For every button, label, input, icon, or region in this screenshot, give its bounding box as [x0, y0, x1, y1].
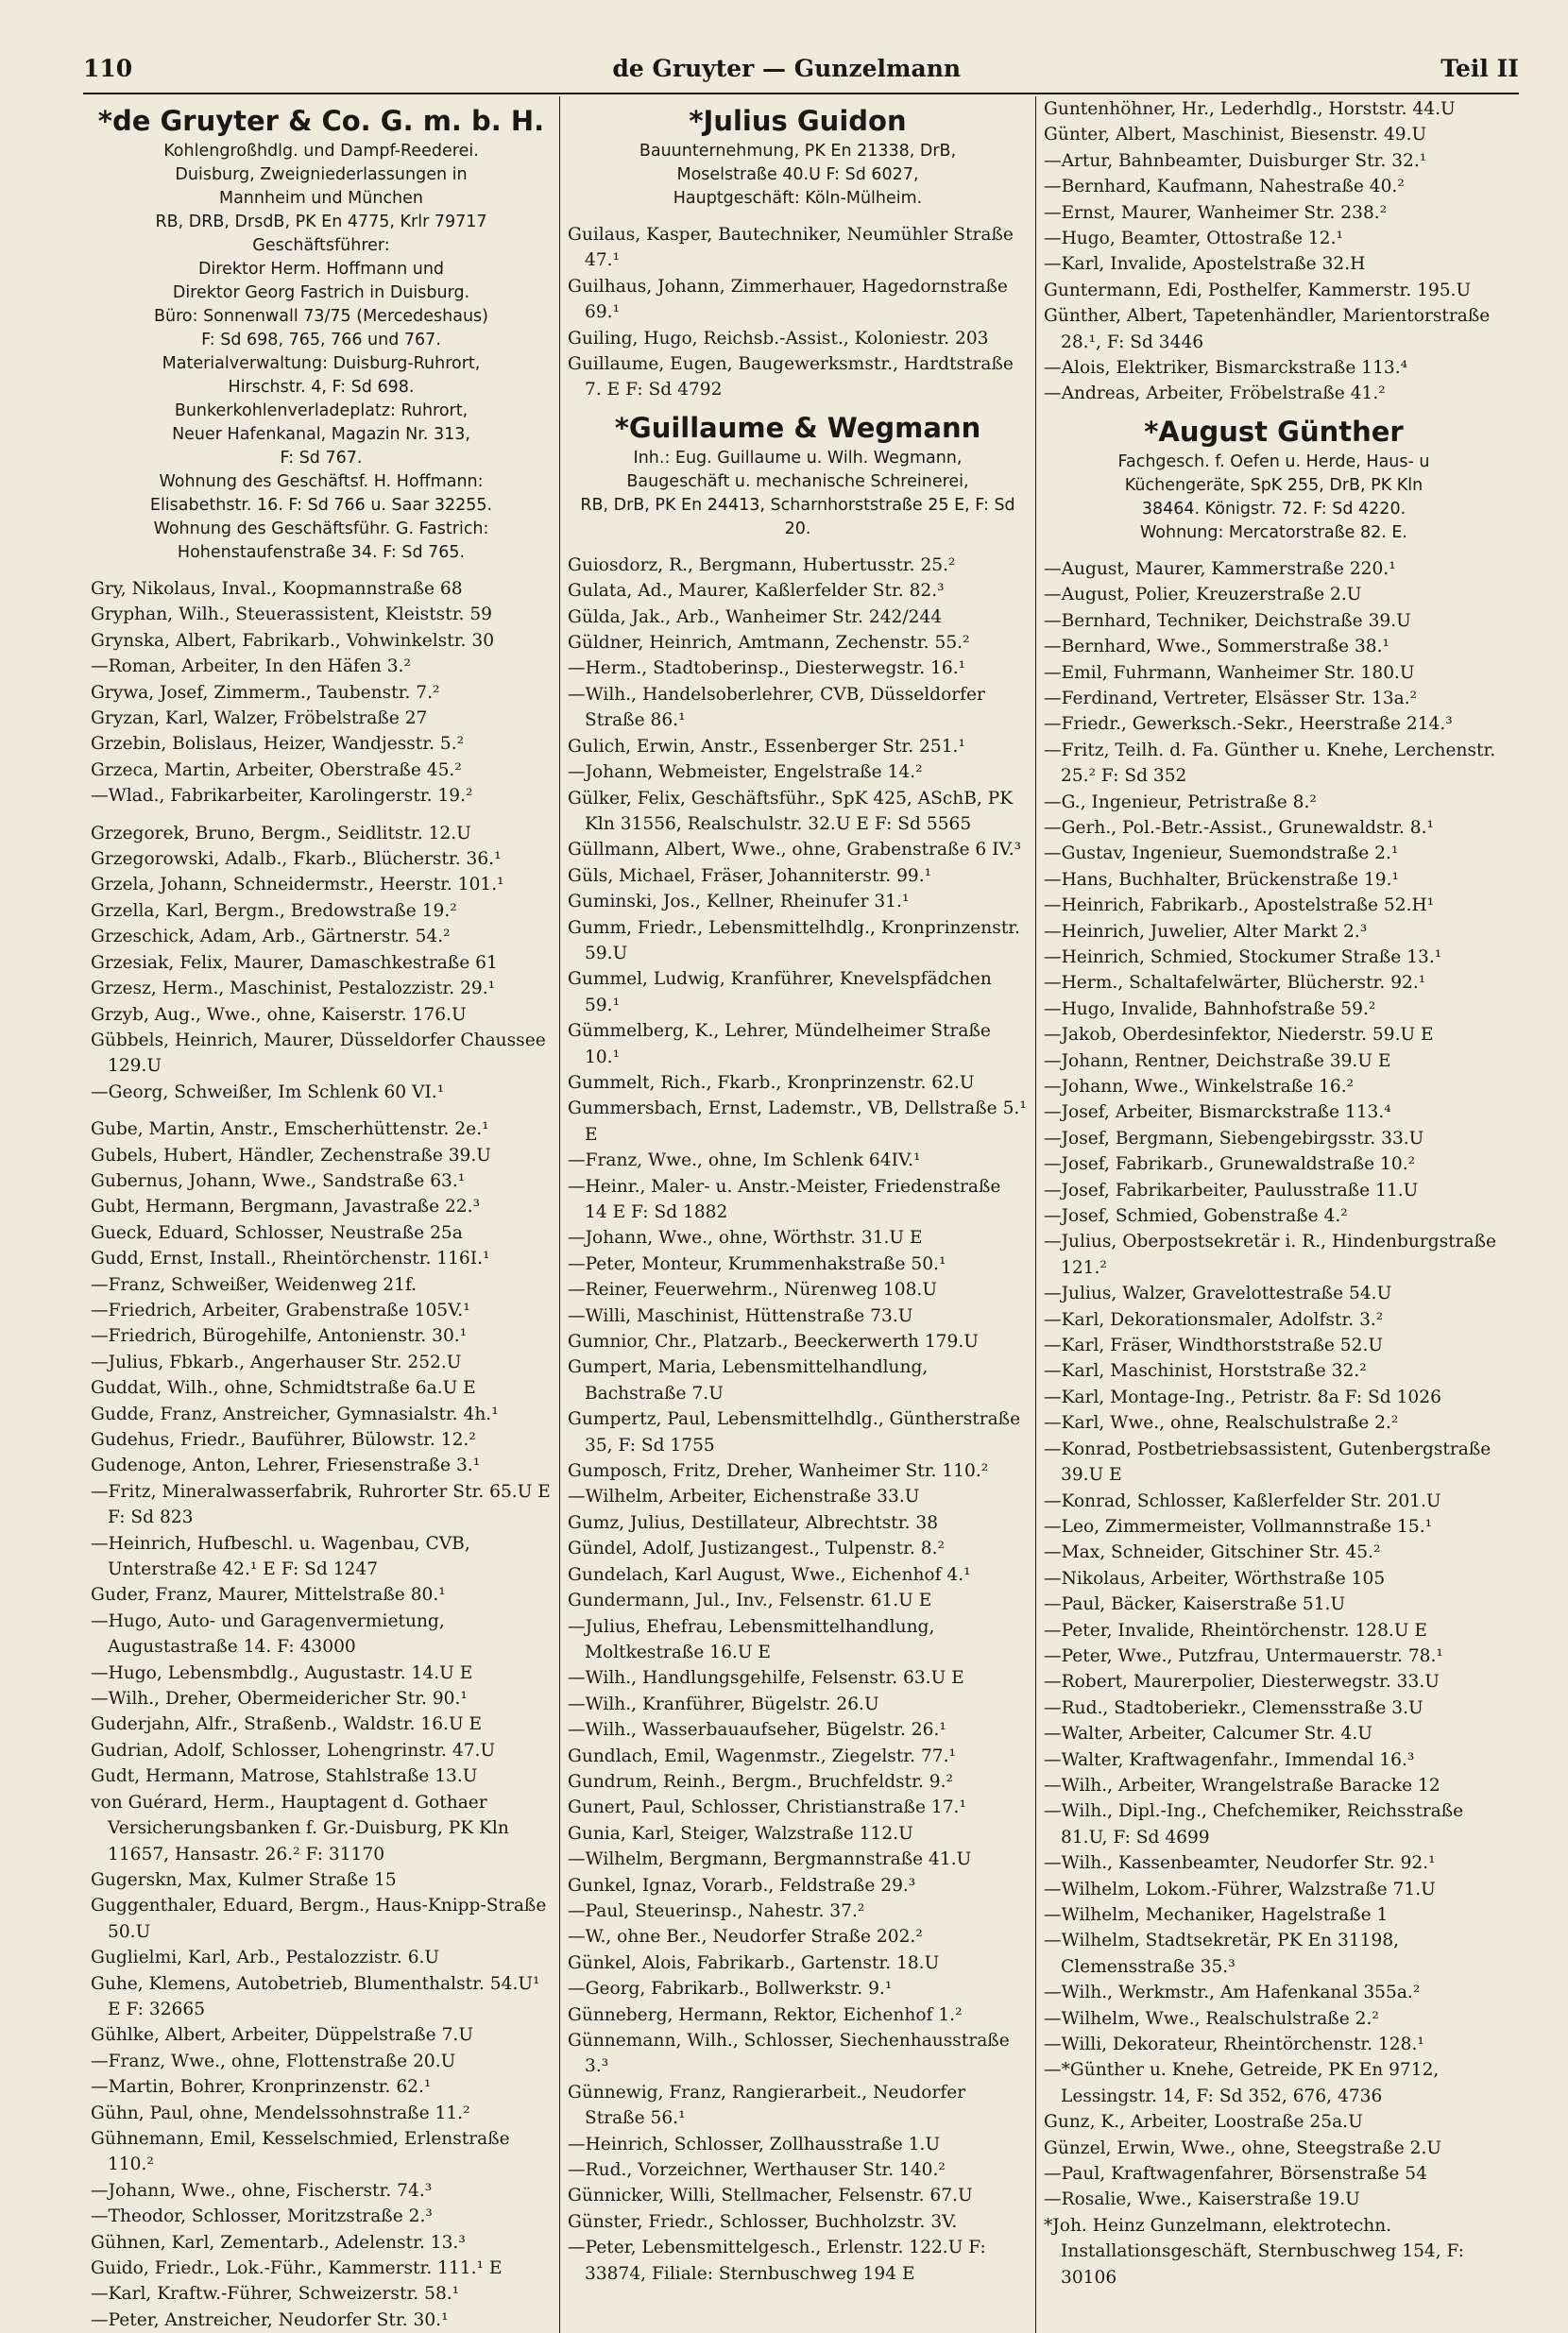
- directory-entry: —Georg, Schweißer, Im Schlenk 60 VI.¹: [91, 1081, 445, 1102]
- directory-entry: —Josef, Bergmann, Siebengebirgsstr. 33.U: [1044, 1128, 1424, 1149]
- business-ad: [91, 102, 552, 565]
- directory-entry: Guminski, Jos., Kellner, Rheinufer 31.¹: [568, 892, 910, 912]
- ad-line: Kohlengroßhdlg. und Dampf-Reederei.: [163, 142, 479, 161]
- section-label: Teil II: [1440, 55, 1519, 82]
- directory-entry: —Friedr., Gewerksch.-Sekr., Heerstraße 214.³: [1044, 714, 1453, 735]
- directory-entry: Gryzan, Karl, Walzer, Fröbelstraße 27: [91, 708, 428, 729]
- ad-line: Elisabethstr. 16. F: Sd 766 u. Saar 32255.: [149, 496, 493, 515]
- directory-entry: —Willi, Dekorateur, Rheintörchenstr. 128.¹: [1044, 2035, 1424, 2055]
- column-1: [83, 96, 559, 2333]
- entry-list: [91, 576, 552, 2333]
- directory-entry: —Johann, Wwe., ohne, Fischerstr. 74.³: [91, 2180, 433, 2201]
- columns: [83, 96, 1519, 2333]
- directory-entry: Gudde, Franz, Anstreicher, Gymnasialstr. 4h.¹: [91, 1404, 499, 1424]
- directory-entry: —Wilhelm, Bergmann, Bergmannstraße 41.U: [568, 1849, 972, 1870]
- entry-gap: [91, 809, 552, 821]
- directory-entry: —Josef, Fabrikarb., Grunewaldstraße 10.²: [1044, 1154, 1416, 1175]
- directory-entry: Guilaus, Kasper, Bautechniker, Neumühler Straße 47.¹: [568, 225, 1014, 271]
- directory-entry: Guiosdorz, R., Bergmann, Hubertusstr. 25.²: [568, 554, 956, 575]
- directory-entry: von Guérard, Herm., Hauptagent d. Gothaer Versicherungsbanken f. Gr.-Duisburg, PK Kln 11657, Hansastr. 26.² F: 31170: [91, 1792, 509, 1865]
- directory-entry: —Peter, Monteur, Krummenhakstraße 50.¹: [568, 1253, 946, 1274]
- directory-entry: Gunz, K., Arbeiter, Loostraße 25a.U: [1044, 2112, 1363, 2133]
- directory-entry: —Konrad, Postbetriebsassistent, Gutenbergstraße 39.U E: [1044, 1439, 1491, 1486]
- directory-entry: —Nikolaus, Arbeiter, Wörthstraße 105: [1044, 1568, 1386, 1589]
- directory-entry: —Hugo, Invalide, Bahnhofstraße 59.²: [1044, 998, 1376, 1019]
- directory-entry: —Ernst, Maurer, Wanheimer Str. 238.²: [1044, 202, 1388, 223]
- directory-entry: —Wilh., Kassenbeamter, Neudorfer Str. 92.¹: [1044, 1853, 1436, 1874]
- directory-entry: —Martin, Bohrer, Kronprinzenstr. 62.¹: [91, 2077, 432, 2098]
- directory-entry: —Heinrich, Hufbeschl. u. Wagenbau, CVB, Unterstraße 42.¹ E F: Sd 1247: [91, 1533, 470, 1580]
- directory-entry: Grzella, Karl, Bergm., Bredowstraße 19.²: [91, 900, 457, 921]
- directory-entry: Gundlach, Emil, Wagenmstr., Ziegelstr. 77.¹: [568, 1745, 956, 1766]
- directory-entry: —Herm., Stadtoberinsp., Diesterwegstr. 16.¹: [568, 658, 966, 679]
- ad-line: Geschäftsführer:: [252, 236, 390, 255]
- directory-entry: —Reiner, Feuerwehrm., Nürenweg 108.U: [568, 1280, 938, 1301]
- column-2: [559, 96, 1035, 2333]
- directory-entry: Güldner, Heinrich, Amtmann, Zechenstr. 55.²: [568, 633, 970, 654]
- directory-entry: Gummersbach, Ernst, Lademstr., VB, Dellstraße 5.¹ E: [568, 1098, 1027, 1145]
- ad-title: *Julius Guidon: [689, 105, 907, 137]
- directory-entry: —Josef, Arbeiter, Bismarckstraße 113.⁴: [1044, 1102, 1391, 1123]
- directory-entry: —Julius, Fbkarb., Angerhauser Str. 252.U: [91, 1352, 462, 1372]
- ad-line: Wohnung: Mercatorstraße 82. E.: [1140, 522, 1407, 542]
- running-title: de Gruyter — Gunzelmann: [612, 55, 962, 82]
- directory-entry: —Johann, Rentner, Deichstraße 39.U E: [1044, 1050, 1391, 1071]
- directory-entry: Grzyb, Aug., Wwe., ohne, Kaiserstr. 176.U: [91, 1004, 467, 1025]
- directory-entry: —Johann, Wwe., ohne, Wörthstr. 31.U E: [568, 1228, 923, 1249]
- directory-entry: Gühn, Paul, ohne, Mendelssohnstraße 11.²: [91, 2103, 470, 2123]
- directory-entry: —Rud., Stadtoberiekr., Clemensstraße 3.U: [1044, 1697, 1423, 1718]
- directory-entry: Gundelach, Karl August, Wwe., Eichenhof 4.¹: [568, 1564, 971, 1585]
- directory-entry: Günnicker, Willi, Stellmacher, Felsenstr. 67.U: [568, 2186, 973, 2206]
- directory-entry: —Karl, Wwe., ohne, Realschulstraße 2.²: [1044, 1413, 1399, 1434]
- ad-line: 38464. Königstr. 72. F: Sd 4220.: [1141, 499, 1406, 519]
- directory-entry: —Johann, Wwe., Winkelstraße 16.²: [1044, 1077, 1355, 1097]
- directory-entry: —Hugo, Beamter, Ottostraße 12.¹: [1044, 229, 1343, 249]
- directory-entry: —Wilh., Dreher, Obermeidericher Str. 90.¹: [91, 1689, 468, 1710]
- directory-entry: —Wilh., Arbeiter, Wrangelstraße Baracke 12: [1044, 1775, 1440, 1796]
- ad-line: Direktor Herm. Hoffmann und: [197, 260, 445, 279]
- directory-entry: Gubernus, Johann, Wwe., Sandstraße 63.¹: [91, 1170, 466, 1191]
- ad-line: Hohenstaufenstraße 34. F: Sd 765.: [177, 543, 466, 562]
- directory-entry: —Wilhelm, Wwe., Realschulstraße 2.²: [1044, 2008, 1379, 2029]
- directory-entry: —Julius, Ehefrau, Lebensmittelhandlung, Moltkestraße 16.U E: [568, 1616, 935, 1662]
- directory-entry: Gudehus, Friedr., Bauführer, Bülowstr. 12.²: [91, 1430, 476, 1450]
- directory-entry: Gubt, Hermann, Bergmann, Javastraße 22.³: [91, 1197, 481, 1218]
- ad-title: *August Günther: [1144, 415, 1404, 448]
- directory-entry: —Wilh., Werkmstr., Am Hafenkanal 355a.²: [1044, 1983, 1421, 2003]
- directory-entry: Gumnior, Chr., Platzarb., Beeckerwerth 179.U: [568, 1332, 979, 1353]
- directory-entry: Gunia, Karl, Steiger, Walzstraße 112.U: [568, 1823, 913, 1844]
- directory-entry: —Peter, Anstreicher, Neudorfer Str. 30.¹: [91, 2309, 449, 2330]
- directory-entry: Gumpert, Maria, Lebensmittelhandlung, Bachstraße 7.U: [568, 1357, 929, 1404]
- directory-entry: Guillaume, Eugen, Baugewerksmstr., Hardtstraße 7. E F: Sd 4792: [568, 354, 1014, 400]
- directory-entry: —Karl, Dekorationsmaler, Adolfstr. 3.²: [1044, 1309, 1384, 1330]
- directory-entry: Gudrian, Adolf, Schlosser, Lohengrinstr. 47.U: [91, 1740, 496, 1761]
- directory-entry: Grzesz, Herm., Maschinist, Pestalozzistr. 29.¹: [91, 979, 496, 999]
- directory-entry: Gundrum, Reinh., Bergm., Bruchfeldstr. 9.²: [568, 1771, 953, 1792]
- directory-entry: Guilhaus, Johann, Zimmerhauer, Hagedornstraße 69.¹: [568, 276, 1008, 323]
- directory-entry: Grynska, Albert, Fabrikarb., Vohwinkelstr. 30: [91, 630, 495, 651]
- directory-entry: —Paul, Bäcker, Kaiserstraße 51.U: [1044, 1594, 1346, 1615]
- directory-entry: Grzeschick, Adam, Arb., Gärtnerstr. 54.²: [91, 927, 451, 947]
- directory-entry: —Peter, Invalide, Rheintörchenstr. 128.U E: [1044, 1620, 1428, 1641]
- directory-entry: —Willi, Maschinist, Hüttenstraße 73.U: [568, 1305, 913, 1326]
- directory-entry: Gülker, Felix, Geschäftsführ., SpK 425, ASchB, PK Kln 31556, Realschulstr. 32.U E F: Sd 5565: [568, 788, 1014, 834]
- directory-entry: Günneberg, Hermann, Rektor, Eichenhof 1.²: [568, 2004, 963, 2025]
- directory-entry: —Wilhelm, Mechaniker, Hagelstraße 1: [1044, 1905, 1389, 1925]
- directory-entry: —Gustav, Ingenieur, Suemondstraße 2.¹: [1044, 843, 1399, 864]
- directory-entry: —Franz, Schweißer, Weidenweg 21f.: [91, 1274, 418, 1295]
- directory-entry: Günter, Albert, Maschinist, Biesenstr. 49.U: [1044, 125, 1427, 145]
- directory-entry: Güls, Michael, Fräser, Johanniterstr. 99.¹: [568, 865, 932, 886]
- directory-entry: Gülda, Jak., Arb., Wanheimer Str. 242/244: [568, 606, 943, 627]
- entry-list: [568, 222, 1028, 403]
- directory-entry: —Rud., Vorzeichner, Werthauser Str. 140.²: [568, 2160, 946, 2181]
- directory-entry: —Heinr., Maler- u. Anstr.-Meister, Friedenstraße 14 E F: Sd 1882: [568, 1176, 1001, 1222]
- directory-entry: Gummel, Ludwig, Kranführer, Knevelspfädchen 59.¹: [568, 969, 992, 1015]
- directory-entry: —Wilh., Kranführer, Bügelstr. 26.U: [568, 1694, 879, 1714]
- directory-entry: —Peter, Lebensmittelgesch., Erlenstr. 122.U F: 33874, Filiale: Sternbuschweg 194 E: [568, 2238, 986, 2284]
- directory-entry: Grzebin, Bolislaus, Heizer, Wandjesstr. 5.²: [91, 734, 465, 755]
- ad-line: Baugeschäft u. mechanische Schreinerei,: [626, 471, 969, 491]
- directory-entry: —Hugo, Lebensmbdlg., Augustastr. 14.U E: [91, 1662, 473, 1683]
- directory-entry: Gudenoge, Anton, Lehrer, Friesenstraße 3.¹: [91, 1456, 481, 1476]
- directory-entry: —Johann, Webmeister, Engelstraße 14.²: [568, 762, 923, 783]
- directory-entry: Günnemann, Wilh., Schlosser, Siechenhausstraße 3.³: [568, 2031, 1010, 2077]
- ad-line: Bunkerkohlenverladeplatz: Ruhrort,: [174, 401, 469, 420]
- directory-entry: —Fritz, Mineralwasserfabrik, Ruhrorter Str. 65.U E F: Sd 823: [91, 1481, 551, 1528]
- entry-list: [1044, 96, 1504, 407]
- directory-entry: —Roman, Arbeiter, In den Häfen 3.²: [91, 656, 411, 677]
- directory-entry: —Josef, Fabrikarbeiter, Paulusstraße 11.U: [1044, 1180, 1419, 1201]
- directory-entry: —Andreas, Arbeiter, Fröbelstraße 41.²: [1044, 383, 1386, 404]
- ad-line: Hauptgeschäft: Köln-Mülheim.: [673, 189, 923, 208]
- directory-entry: Guglielmi, Karl, Arb., Pestalozzistr. 6.U: [91, 1948, 440, 1968]
- directory-entry: Gumm, Friedr., Lebensmittelhdlg., Kronprinzenstr. 59.U: [568, 917, 1021, 963]
- directory-entry: —Jakob, Oberdesinfektor, Niederstr. 59.U E: [1044, 1025, 1434, 1046]
- page-header: [83, 55, 1519, 94]
- directory-entry: —Heinrich, Schlosser, Zollhausstraße 1.U: [568, 2134, 941, 2154]
- directory-entry: —G., Ingenieur, Petristraße 8.²: [1044, 792, 1317, 812]
- directory-entry: Gueck, Eduard, Schlosser, Neustraße 25a: [91, 1222, 463, 1243]
- directory-entry: —Wilh., Handlungsgehilfe, Felsenstr. 63.U E: [568, 1668, 964, 1689]
- ad-title: *de Gruyter & Co. G. m. b. H.: [97, 105, 545, 137]
- directory-entry: —Artur, Bahnbeamter, Duisburger Str. 32.¹: [1044, 150, 1427, 171]
- directory-entry: —Emil, Fuhrmann, Wanheimer Str. 180.U: [1044, 662, 1415, 683]
- directory-entry: —Robert, Maurerpolier, Diesterwegstr. 33.U: [1044, 1672, 1440, 1693]
- ad-line: Inh.: Eug. Guillaume u. Wilh. Wegmann,: [633, 448, 963, 468]
- directory-entry: —W., ohne Ber., Neudorfer Straße 202.²: [568, 1927, 923, 1948]
- directory-entry: —Paul, Kraftwagenfahrer, Börsenstraße 54: [1044, 2164, 1427, 2185]
- directory-entry: —Wilhelm, Stadtsekretär, PK En 31198, Clemensstraße 35.³: [1044, 1931, 1400, 1977]
- directory-entry: Gry, Nikolaus, Inval., Koopmannstraße 68: [91, 579, 463, 599]
- directory-entry: —Karl, Kraftw.-Führer, Schweizerstr. 58.¹: [91, 2284, 460, 2305]
- directory-entry: Gündel, Adolf, Justizangest., Tulpenstr. 8.²: [568, 1539, 945, 1559]
- ad-line: Fachgesch. f. Oefen u. Herde, Haus- u: [1117, 451, 1430, 471]
- directory-entry: Gudt, Hermann, Matrose, Stahlstraße 13.U: [91, 1766, 478, 1787]
- directory-entry: —*Günther u. Knehe, Getreide, PK En 9712, Lessingstr. 14, F: Sd 352, 676, 4736: [1044, 2060, 1440, 2106]
- directory-entry: —Gerh., Pol.-Betr.-Assist., Grunewaldstr. 8.¹: [1044, 817, 1434, 838]
- directory-entry: —Bernhard, Techniker, Deichstraße 39.U: [1044, 610, 1411, 631]
- directory-entry: —Karl, Montage-Ing., Petristr. 8a F: Sd 1026: [1044, 1387, 1441, 1407]
- directory-entry: Günster, Friedr., Schlosser, Buchholzstr. 3V.: [568, 2211, 958, 2232]
- directory-entry: —Heinrich, Juwelier, Alter Markt 2.³: [1044, 921, 1368, 942]
- directory-entry: —Georg, Fabrikarb., Bollwerkstr. 9.¹: [568, 1979, 893, 2000]
- directory-entry: Gühlke, Albert, Arbeiter, Düppelstraße 7.U: [91, 2025, 473, 2046]
- directory-entry: *Joh. Heinz Gunzelmann, elektrotechn. Installationsgeschäft, Sternbuschweg 154, F: 30106: [1044, 2215, 1465, 2288]
- directory-entry: Güllmann, Albert, Wwe., ohne, Grabenstraße 6 IV.³: [568, 840, 1022, 860]
- directory-entry: Gumpertz, Paul, Lebensmittelhdlg., Güntherstraße 35, F: Sd 1755: [568, 1409, 1021, 1456]
- directory-entry: —Julius, Walzer, Gravelottestraße 54.U: [1044, 1284, 1392, 1304]
- directory-entry: Guntermann, Edi, Posthelfer, Kammerstr. 195.U: [1044, 280, 1472, 300]
- directory-entry: Gümmelberg, K., Lehrer, Mündelheimer Straße 10.¹: [568, 1021, 991, 1067]
- directory-entry: Gudd, Ernst, Install., Rheintörchenstr. 116I.¹: [91, 1249, 490, 1269]
- directory-entry: —Konrad, Schlosser, Kaßlerfelder Str. 201.U: [1044, 1490, 1441, 1511]
- ad-line: Wohnung des Geschäftsf. H. Hoffmann:: [159, 472, 484, 491]
- directory-entry: Grywa, Josef, Zimmerm., Taubenstr. 7.²: [91, 682, 440, 703]
- directory-entry: —Josef, Schmied, Gobenstraße 4.²: [1044, 1206, 1348, 1227]
- directory-entry: —Wilh., Handelsoberlehrer, CVB, Düsseldorfer Straße 86.¹: [568, 684, 985, 731]
- ad-line: Büro: Sonnenwall 73/75 (Mercedeshaus): [154, 307, 488, 326]
- directory-entry: Gryphan, Wilh., Steuerassistent, Kleiststr. 59: [91, 605, 493, 625]
- directory-entry: —Paul, Steuerinsp., Nahestr. 37.²: [568, 1900, 865, 1921]
- directory-entry: —Wilhelm, Lokom.-Führer, Walzstraße 71.U: [1044, 1879, 1436, 1899]
- ad-line: RB, DrB, PK En 24413, Scharnhorststraße 25 E, F: Sd 20.: [580, 495, 1015, 538]
- directory-entry: —Wlad., Fabrikarbeiter, Karolingerstr. 19.²: [91, 786, 473, 807]
- directory-entry: Gugerskn, Max, Kulmer Straße 15: [91, 1869, 397, 1890]
- directory-entry: Guddat, Wilh., ohne, Schmidtstraße 6a.U E: [91, 1378, 476, 1399]
- ad-title: *Guillaume & Wegmann: [614, 411, 981, 444]
- entry-gap: [91, 1105, 552, 1116]
- directory-entry: —Hugo, Auto- und Garagenvermietung, Augustastraße 14. F: 43000: [91, 1610, 445, 1658]
- directory-entry: Guggenthaler, Eduard, Bergm., Haus-Knipp-Straße 50.U: [91, 1896, 547, 1942]
- directory-entry: —Walter, Arbeiter, Calcumer Str. 4.U: [1044, 1724, 1372, 1745]
- ad-line: Küchengeräte, SpK 255, DrB, PK Kln: [1124, 475, 1423, 495]
- ad-line: F: Sd 698, 765, 766 und 767.: [201, 331, 441, 349]
- ad-line: F: Sd 767.: [280, 449, 363, 468]
- directory-entry: —Bernhard, Kaufmann, Nahestraße 40.²: [1044, 177, 1405, 197]
- ad-line: Duisburg, Zweigniederlassungen in: [175, 165, 468, 184]
- directory-entry: —Max, Schneider, Gitschiner Str. 45.²: [1044, 1542, 1381, 1563]
- directory-entry: —Friedrich, Arbeiter, Grabenstraße 105V.¹: [91, 1300, 470, 1320]
- column-3: [1035, 96, 1511, 2333]
- directory-entry: —Julius, Oberpostsekretär i. R., Hindenburgstraße 121.²: [1044, 1232, 1497, 1278]
- directory-entry: —August, Maurer, Kammerstraße 220.¹: [1044, 558, 1396, 579]
- directory-entry: Grzesiak, Felix, Maurer, Damaschkestraße 61: [91, 952, 498, 973]
- directory-entry: —Herm., Schaltafelwärter, Blücherstr. 92.¹: [1044, 973, 1426, 994]
- business-ad: [1044, 413, 1504, 545]
- directory-entry: Gübbels, Heinrich, Maurer, Düsseldorfer Chaussee 129.U: [91, 1030, 546, 1077]
- directory-entry: Guiling, Hugo, Reichsb.-Assist., Koloniestr. 203: [568, 328, 989, 349]
- directory-entry: —Walter, Kraftwagenfahr., Immendal 16.³: [1044, 1749, 1415, 1770]
- directory-entry: —Leo, Zimmermeister, Vollmannstraße 15.¹: [1044, 1516, 1433, 1537]
- directory-entry: Grzela, Johann, Schneidermstr., Heerstr. 101.¹: [91, 875, 504, 895]
- directory-entry: Guderjahn, Alfr., Straßenb., Waldstr. 16.U E: [91, 1714, 483, 1735]
- ad-line: Moselstraße 40.U F: Sd 6027,: [676, 165, 919, 184]
- ad-line: Neuer Hafenkanal, Magazin Nr. 313,: [172, 425, 470, 444]
- ad-line: Direktor Georg Fastrich in Duisburg.: [172, 283, 470, 302]
- entry-list: [568, 553, 1028, 2287]
- directory-entry: —Rosalie, Wwe., Kaiserstraße 19.U: [1044, 2189, 1360, 2210]
- directory-entry: —Theodor, Schlosser, Moritzstraße 2.³: [91, 2206, 433, 2227]
- directory-entry: —Wilhelm, Arbeiter, Eichenstraße 33.U: [568, 1487, 920, 1507]
- directory-entry: —Bernhard, Wwe., Sommerstraße 38.¹: [1044, 637, 1389, 657]
- directory-entry: Grzegorowski, Adalb., Fkarb., Blücherstr. 36.¹: [91, 849, 502, 870]
- directory-entry: —Franz, Wwe., ohne, Flottenstraße 20.U: [91, 2051, 456, 2071]
- directory-entry: Gunkel, Ignaz, Vorarb., Feldstraße 29.³: [568, 1875, 916, 1896]
- directory-entry: Gühnen, Karl, Zementarb., Adelenstr. 13.³: [91, 2232, 466, 2253]
- ad-line: Hirschstr. 4, F: Sd 698.: [228, 378, 415, 397]
- directory-entry: —Wilh., Wasserbauaufseher, Bügelstr. 26.¹: [568, 1720, 946, 1741]
- page-number: 110: [83, 55, 133, 82]
- directory-entry: —Karl, Invalide, Apostelstraße 32.H: [1044, 254, 1366, 275]
- directory-entry: —Heinrich, Schmied, Stockumer Straße 13.¹: [1044, 946, 1442, 967]
- directory-entry: Günkel, Alois, Fabrikarb., Gartenstr. 18.U: [568, 1952, 940, 1973]
- ad-line: Bauunternehmung, PK En 21338, DrB,: [639, 142, 957, 161]
- directory-entry: —Karl, Maschinist, Horststraße 32.²: [1044, 1361, 1367, 1382]
- directory-entry: —August, Polier, Kreuzerstraße 2.U: [1044, 585, 1362, 605]
- directory-entry: Gumposch, Fritz, Dreher, Wanheimer Str. 110.²: [568, 1461, 989, 1482]
- directory-entry: Gühnemann, Emil, Kesselschmied, Erlenstraße 110.²: [91, 2128, 510, 2175]
- directory-entry: —Heinrich, Fabrikarb., Apostelstraße 52.H¹: [1044, 895, 1435, 916]
- directory-entry: —Franz, Wwe., ohne, Im Schlenk 64IV.¹: [568, 1150, 921, 1171]
- directory-entry: Guder, Franz, Maurer, Mittelstraße 80.¹: [91, 1585, 446, 1606]
- directory-entry: Guido, Friedr., Lok.-Führ., Kammerstr. 111.¹ E: [91, 2258, 503, 2278]
- directory-entry: Gumz, Julius, Destillateur, Albrechtstr. 38: [568, 1512, 939, 1533]
- directory-entry: —Peter, Wwe., Putzfrau, Untermauerstr. 78.¹: [1044, 1645, 1443, 1666]
- directory-entry: —Ferdinand, Vertreter, Elsässer Str. 13a.²: [1044, 688, 1418, 708]
- directory-entry: Guntenhöhner, Hr., Lederhdlg., Horststr. 44.U: [1044, 99, 1456, 119]
- directory-entry: Gummelt, Rich., Fkarb., Kronprinzenstr. 62.U: [568, 1072, 975, 1093]
- directory-entry: —Friedrich, Bürogehilfe, Antonienstr. 30.¹: [91, 1326, 468, 1347]
- directory-entry: Gubels, Hubert, Händler, Zechenstraße 39.U: [91, 1145, 491, 1166]
- entry-list: [1044, 556, 1504, 2290]
- ad-line: Materialverwaltung: Duisburg-Ruhrort,: [162, 354, 481, 373]
- ad-line: Wohnung des Geschäftsführ. G. Fastrich:: [153, 519, 489, 538]
- directory-entry: —Fritz, Teilh. d. Fa. Günther u. Knehe, Lerchenstr. 25.² F: Sd 352: [1044, 740, 1496, 787]
- business-ad: [568, 102, 1028, 211]
- ad-line: Mannheim und München: [218, 189, 424, 208]
- directory-entry: Günnewig, Franz, Rangierarbeit., Neudorfer Straße 56.¹: [568, 2082, 966, 2129]
- directory-entry: Günther, Albert, Tapetenhändler, Marientorstraße 28.¹, F: Sd 3446: [1044, 306, 1491, 352]
- directory-entry: Gundermann, Jul., Inv., Felsenstr. 61.U E: [568, 1591, 932, 1611]
- ad-line: RB, DRB, DrsdB, PK En 4775, Krlr 79717: [155, 213, 487, 231]
- directory-entry: —Hans, Buchhalter, Brückenstraße 19.¹: [1044, 869, 1399, 890]
- directory-entry: —Karl, Fräser, Windthorststraße 52.U: [1044, 1336, 1384, 1356]
- directory-entry: Grzeca, Martin, Arbeiter, Oberstraße 45.²: [91, 759, 462, 780]
- directory-entry: Günzel, Erwin, Wwe., ohne, Steegstraße 2.U: [1044, 2137, 1442, 2158]
- business-ad: [568, 409, 1028, 541]
- directory-entry: Guhe, Klemens, Autobetrieb, Blumenthalstr. 54.U¹ E F: 32665: [91, 1973, 540, 2019]
- directory-entry: Gulata, Ad., Maurer, Kaßlerfelder Str. 82.³: [568, 581, 945, 602]
- directory-entry: Gunert, Paul, Schlosser, Christianstraße 17.¹: [568, 1797, 966, 1818]
- directory-entry: Gube, Martin, Anstr., Emscherhüttenstr. 2e.¹: [91, 1119, 489, 1140]
- directory-entry: —Wilh., Dipl.-Ing., Chefchemiker, Reichsstraße 81.U, F: Sd 4699: [1044, 1801, 1464, 1848]
- directory-entry: Grzegorek, Bruno, Bergm., Seidlitstr. 12.U: [91, 823, 471, 843]
- directory-entry: —Alois, Elektriker, Bismarckstraße 113.⁴: [1044, 358, 1408, 379]
- directory-entry: Gulich, Erwin, Anstr., Essenberger Str. 251.¹: [568, 736, 965, 757]
